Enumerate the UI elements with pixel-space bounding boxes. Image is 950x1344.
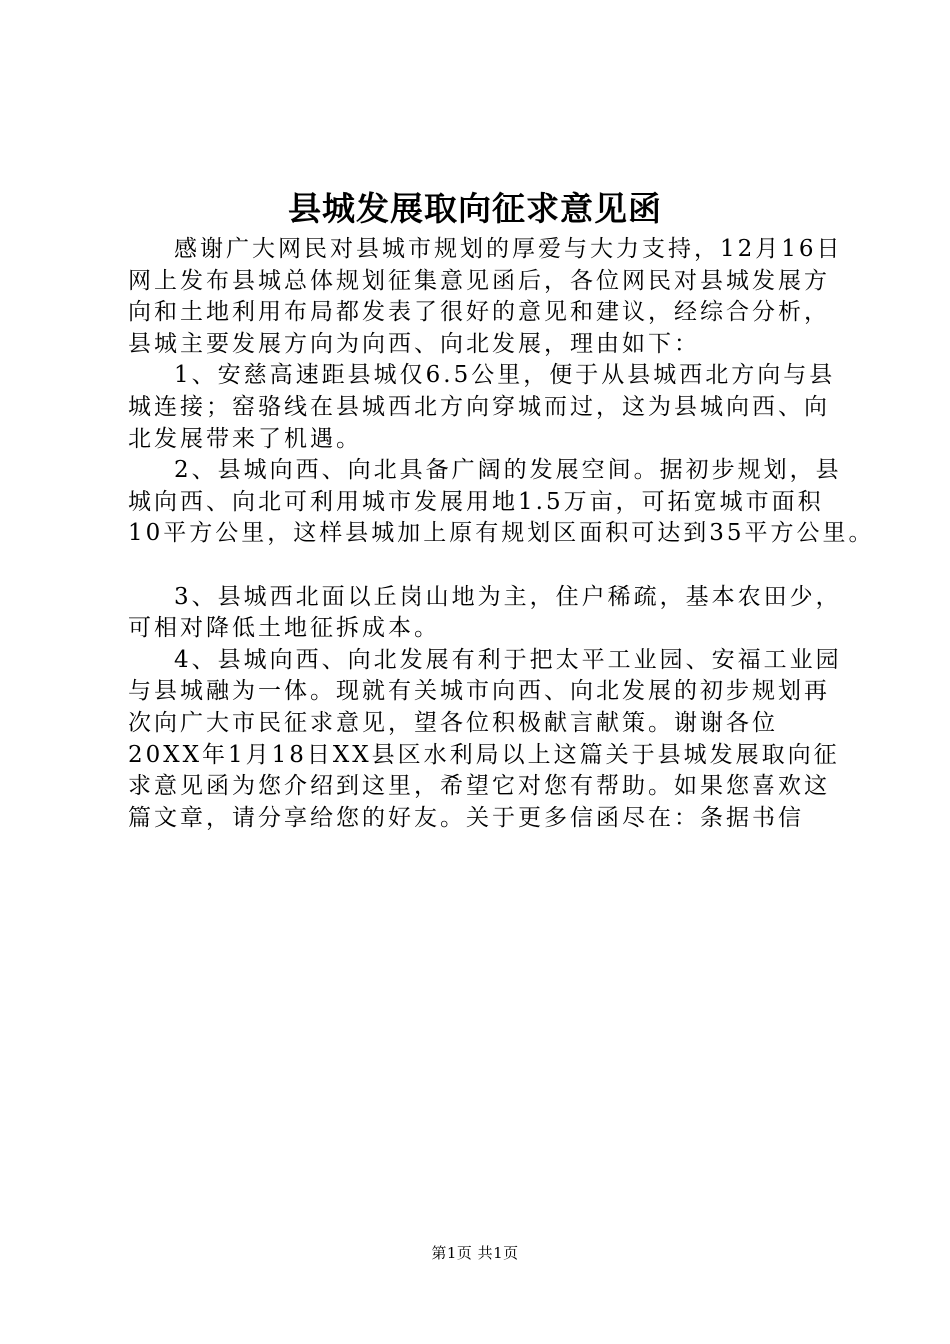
body-line: 求意见函为您介绍到这里，希望它对您有帮助。如果您喜欢这 <box>128 773 830 800</box>
body-line: 可相对降低土地征拆成本。 <box>128 615 440 642</box>
body-line: 与县城融为一体。现就有关城市向西、向北发展的初步规划再 <box>128 678 830 705</box>
body-line: 3、县城西北面以丘岗山地为主，住户稀疏，基本农田少， <box>174 583 842 610</box>
body-line: 网上发布县城总体规划征集意见函后，各位网民对县城发展方 <box>128 267 830 294</box>
body-line: 城向西、向北可利用城市发展用地1.5万亩，可拓宽城市面积 <box>128 488 824 515</box>
body-line: 城连接；窑骆线在县城西北方向穿城而过，这为县城向西、向 <box>128 393 830 420</box>
page-footer: 第1页 共1页 <box>431 1244 519 1262</box>
body-line: 20XX年1月18日XX县区水利局以上这篇关于县城发展取向征 <box>128 741 840 768</box>
document-title: 县城发展取向征求意见函 <box>288 189 662 228</box>
body-line: 次向广大市民征求意见，望各位积极献言献策。谢谢各位 <box>128 709 778 736</box>
blank-line <box>128 550 828 582</box>
body-line: 10平方公里，这样县城加上原有规划区面积可达到35平方公里。 <box>128 520 875 547</box>
body-line: 4、县城向西、向北发展有利于把太平工业园、安福工业园 <box>174 646 842 673</box>
body-line: 篇文章，请分享给您的好友。关于更多信函尽在：条据书信 <box>128 804 804 831</box>
body-line: 感谢广大网民对县城市规划的厚爱与大力支持，12月16日 <box>174 236 843 262</box>
body-line: 1、安慈高速距县城仅6.5公里，便于从县城西北方向与县 <box>174 362 836 389</box>
body-line: 北发展带来了机遇。 <box>128 425 362 452</box>
body-line: 2、县城向西、向北具备广阔的发展空间。据初步规划，县 <box>174 457 842 484</box>
body-line: 向和土地利用布局都发表了很好的意见和建议，经综合分析， <box>128 299 830 326</box>
body-line: 县城主要发展方向为向西、向北发展，理由如下： <box>128 330 700 357</box>
document-body <box>128 234 875 834</box>
